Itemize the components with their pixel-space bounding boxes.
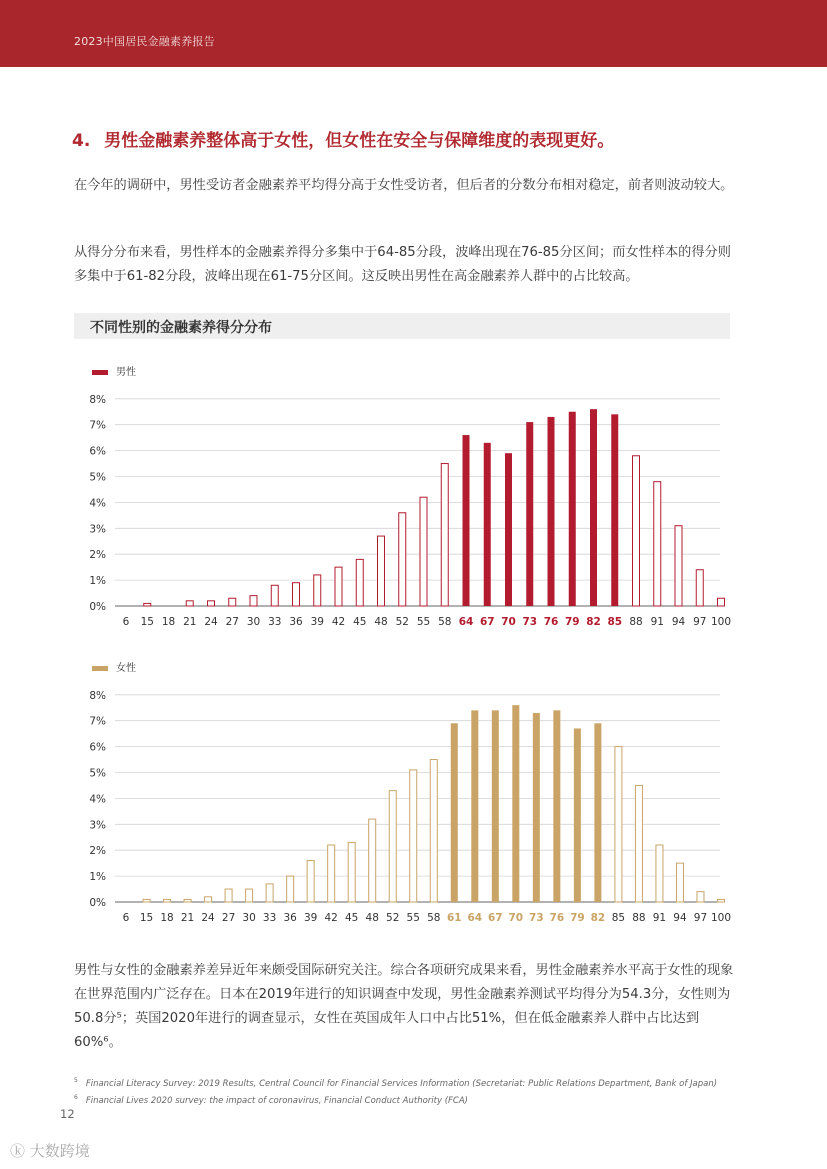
y-tick-label: 6% — [89, 445, 106, 458]
x-tick-label: 94 — [671, 616, 686, 628]
y-tick-label: 0% — [89, 897, 106, 909]
footnote-mark: 5 — [74, 1077, 78, 1084]
x-tick-label: 27 — [225, 616, 239, 628]
x-tick-label: 18 — [160, 912, 174, 924]
bar — [293, 583, 300, 606]
x-tick-label: 15 — [140, 616, 154, 628]
x-tick-label: 97 — [693, 616, 707, 628]
paragraph-3: 男性与女性的金融素养差异近年来颇受国际研究关注。综合各项研究成果来看，男性金融素养水平高于女性的现象在世界范围内广泛存在。日本在2019年进行的知识调查中发现，男性金融素养测试平均得分为54.3分，女性则为50.8分⁵；英国2020年进行的调查显示，女性在英国成年人口中占比51%，但在低金融素养人群中占比达到60%⁶。 — [74, 963, 734, 1050]
header-bar — [0, 0, 827, 67]
bar — [335, 567, 342, 606]
x-tick-label: 58 — [427, 912, 441, 924]
bar — [675, 526, 682, 606]
footnote-text: Financial Lives 2020 survey: the impact of coronavirus, Financial Conduct Authority (FCA) — [85, 1095, 468, 1106]
x-tick-label: 55 — [406, 912, 420, 924]
bar — [225, 889, 232, 902]
y-tick-label: 8% — [89, 393, 106, 406]
bar — [676, 863, 683, 902]
bar — [420, 497, 427, 606]
x-tick-label: 64 — [467, 912, 483, 924]
bar — [328, 845, 335, 902]
y-tick-label: 4% — [89, 793, 106, 806]
bar — [369, 819, 376, 902]
x-tick-label: 15 — [139, 912, 154, 924]
bar — [533, 713, 540, 902]
watermark-logo: ⓚ 大数跨境 — [10, 1142, 90, 1160]
bar — [463, 435, 470, 606]
y-tick-label: 8% — [89, 689, 106, 702]
bar — [441, 464, 448, 606]
bar — [430, 760, 437, 902]
x-tick-label: 91 — [652, 912, 667, 924]
y-tick-label: 4% — [89, 497, 106, 510]
y-tick-label: 3% — [89, 523, 106, 536]
report-title: 2023中国居民金融素养报告 — [74, 35, 215, 48]
bar — [471, 710, 478, 902]
bar — [718, 598, 725, 606]
legend-male-label: 男性 — [116, 367, 136, 378]
y-tick-label: 6% — [89, 741, 106, 754]
bar — [512, 705, 519, 902]
x-tick-label: 24 — [201, 912, 215, 924]
x-tick-label: 45 — [353, 616, 367, 628]
bar — [569, 412, 576, 606]
bar — [307, 861, 314, 902]
bar — [718, 899, 725, 902]
male-score-chart — [0, 380, 827, 630]
bar — [590, 409, 597, 606]
paragraph-2: 从得分分布来看，男性样本的金融素养得分多集中于64-85分段，波峰出现在76-85分区间；而女性样本的得分则多集中于61-82分段，波峰出现在61-75分区间。这反映出男性在高金融素养人群中的占比较高。 — [74, 245, 731, 284]
legend-female-swatch — [92, 666, 108, 671]
legend-female — [92, 659, 136, 674]
bar — [250, 596, 257, 606]
y-tick-label: 1% — [89, 575, 106, 588]
footnote-text: Financial Literacy Survey: 2019 Results, Central Council for Financial Services Information (Secretariat: Public Relations Department, Bank of Japan) — [85, 1078, 718, 1089]
x-tick-label: 82 — [590, 912, 606, 924]
bar — [484, 443, 491, 606]
x-tick-label: 30 — [246, 616, 261, 628]
female-score-chart — [0, 676, 827, 926]
bar — [287, 876, 294, 902]
x-tick-label: 27 — [221, 912, 236, 924]
x-tick-label: 48 — [374, 616, 388, 628]
x-tick-label: 94 — [673, 912, 687, 924]
paragraph-1: 在今年的调研中，男性受访者金融素养平均得分高于女性受访者，但后者的分数分布相对稳定，前者则波动较大。 — [74, 178, 734, 193]
bar — [505, 453, 512, 606]
y-tick-label: 2% — [89, 549, 106, 562]
footnote-5 — [74, 1077, 717, 1089]
x-tick-label: 58 — [438, 616, 452, 628]
bar — [208, 601, 215, 606]
y-tick-label: 7% — [89, 419, 106, 432]
x-tick-label: 21 — [183, 616, 197, 628]
x-tick-label: 39 — [310, 616, 324, 628]
y-tick-label: 5% — [89, 767, 106, 780]
x-tick-label: 30 — [242, 912, 256, 924]
x-tick-label: 24 — [204, 616, 218, 628]
x-tick-label: 61 — [446, 912, 462, 924]
chart-title: 不同性别的金融素养得分分布 — [90, 320, 272, 336]
bar — [205, 897, 212, 902]
bar — [186, 601, 193, 606]
bar — [611, 414, 618, 606]
bar — [389, 791, 396, 902]
bar — [553, 710, 560, 902]
bar — [697, 892, 704, 902]
x-tick-label: 85 — [611, 912, 626, 924]
x-tick-label: 64 — [458, 616, 474, 628]
section-number: 4. — [72, 131, 91, 151]
x-tick-label: 70 — [508, 912, 524, 924]
bar — [271, 585, 278, 606]
bar — [451, 723, 458, 902]
section-heading — [72, 126, 614, 151]
bar — [656, 845, 663, 902]
section-heading-text: 男性金融素养整体高于女性，但女性在安全与保障维度的表现更好。 — [104, 131, 615, 151]
bar — [356, 559, 363, 606]
y-tick-label: 1% — [89, 871, 106, 884]
x-tick-label: 18 — [161, 616, 176, 628]
x-tick-label: 85 — [607, 616, 623, 628]
y-tick-label: 2% — [89, 845, 106, 858]
bar — [143, 899, 150, 902]
bar — [654, 482, 661, 606]
bar — [164, 899, 171, 902]
bar — [266, 884, 273, 902]
x-tick-label: 39 — [303, 912, 318, 924]
x-tick-label: 82 — [586, 616, 601, 628]
x-tick-label: 52 — [386, 912, 400, 924]
x-tick-label: 48 — [365, 912, 379, 924]
x-tick-label: 33 — [262, 912, 277, 924]
bar — [633, 456, 640, 606]
watermark-text: 大数跨境 — [29, 1142, 90, 1160]
footnote-6 — [74, 1094, 468, 1106]
bar — [635, 785, 642, 902]
bar — [229, 598, 236, 606]
x-tick-label: 100 — [710, 616, 732, 628]
bar — [246, 889, 253, 902]
y-tick-label: 7% — [89, 715, 106, 728]
bar — [548, 417, 555, 606]
x-tick-label: 42 — [324, 912, 338, 924]
bar — [594, 723, 601, 902]
bar — [492, 710, 499, 902]
x-tick-label: 21 — [180, 912, 195, 924]
bar — [399, 513, 406, 606]
x-tick-label: 91 — [650, 616, 664, 628]
x-tick-label: 76 — [549, 912, 565, 924]
bar — [314, 575, 321, 606]
legend-male-swatch — [92, 370, 108, 375]
x-tick-label: 76 — [543, 616, 559, 628]
x-tick-label: 79 — [564, 616, 580, 628]
bar — [410, 770, 417, 902]
x-tick-label: 79 — [570, 912, 585, 924]
x-tick-label: 6 — [122, 616, 130, 628]
x-tick-label: 97 — [693, 912, 708, 924]
x-tick-label: 88 — [629, 616, 643, 628]
bar — [615, 747, 622, 902]
chart-title-bar — [74, 313, 730, 339]
x-tick-label: 88 — [632, 912, 646, 924]
y-tick-label: 5% — [89, 471, 106, 484]
x-tick-label: 45 — [345, 912, 359, 924]
y-tick-label: 3% — [89, 819, 106, 832]
x-tick-label: 33 — [268, 616, 282, 628]
x-tick-label: 6 — [122, 912, 130, 924]
bar — [348, 842, 355, 902]
x-tick-label: 67 — [487, 912, 503, 924]
x-tick-label: 73 — [522, 616, 538, 628]
bar — [574, 728, 581, 902]
bar — [144, 603, 151, 606]
x-tick-label: 36 — [289, 616, 303, 628]
bar — [526, 422, 533, 606]
bar — [184, 899, 191, 902]
bar — [378, 536, 385, 606]
legend-male — [92, 363, 136, 378]
legend-female-label: 女性 — [116, 663, 136, 674]
x-tick-label: 52 — [395, 616, 409, 628]
x-tick-label: 70 — [501, 616, 516, 628]
y-tick-label: 0% — [89, 601, 106, 613]
x-tick-label: 36 — [283, 912, 297, 924]
x-tick-label: 73 — [529, 912, 544, 924]
page-number: 12 — [60, 1107, 75, 1121]
x-tick-label: 42 — [331, 616, 346, 628]
x-tick-label: 67 — [479, 616, 495, 628]
footnote-mark: 6 — [74, 1094, 78, 1101]
bar — [696, 570, 703, 606]
x-tick-label: 55 — [416, 616, 431, 628]
x-tick-label: 100 — [710, 912, 732, 924]
